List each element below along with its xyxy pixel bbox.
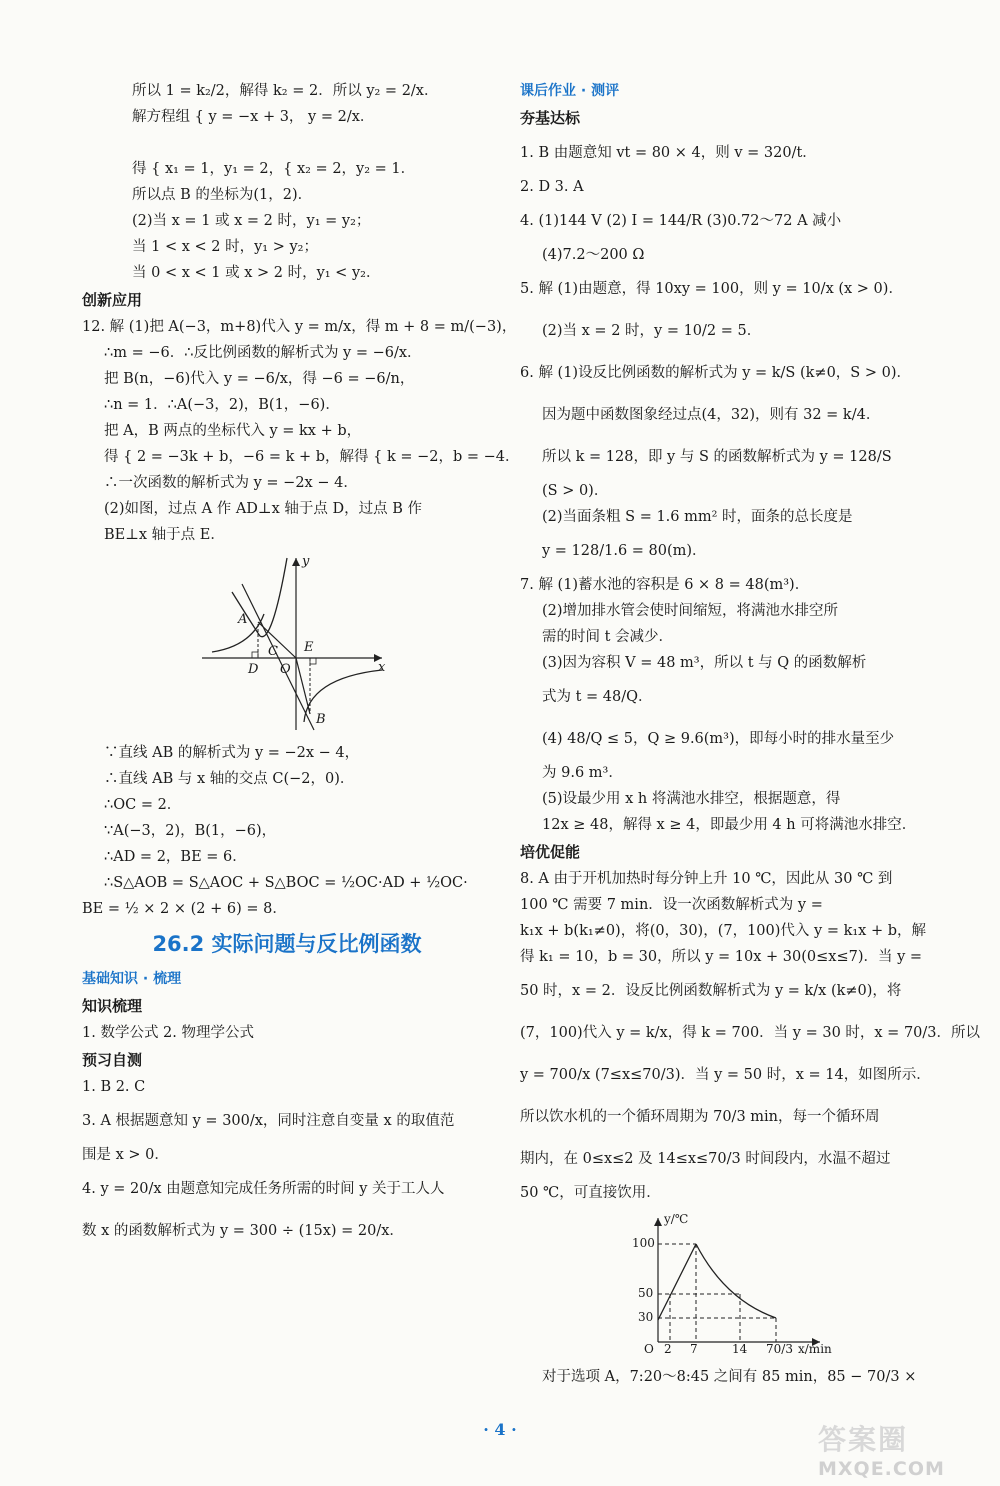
answer-line: (S > 0)． (542, 483, 609, 499)
answer-line: BE = ½ × 2 × (2 + 6) = 8． (82, 901, 287, 917)
answer-line: 得 k₁ = 10，b = 30，所以 y = 10x + 30(0≤x≤7)．当 y = (520, 949, 923, 965)
figure2-label-xlabel: x/min (798, 1342, 832, 1356)
answer-line: (2)增加排水管会使时间缩短，将满池水排空所 (542, 603, 839, 619)
temperature-figure (520, 1210, 940, 1360)
answer-line: (3)因为容积 V = 48 m³，所以 t 与 Q 的函数解析 (542, 655, 867, 671)
answer-line: 所以点 B 的坐标为(1，2)． (132, 187, 313, 203)
answer-line: 当 1 < x < 2 时，y₁ > y₂； (132, 239, 318, 255)
preview-line: 数 x 的函数解析式为 y = 300 ÷ (15x) = 20/x． (82, 1223, 404, 1239)
sub-heading-preview: 预习自测 (82, 1051, 143, 1069)
section-heading-basic: 基础知识 · 梳理 (82, 971, 182, 987)
answer-line: 12. 解 (1)把 A(−3，m+8)代入 y = m/x，得 m + 8 = m/(−3)， (82, 319, 517, 335)
answer-line: 2. D 3. A (520, 179, 584, 195)
answer-line: (2)当面条粗 S = 1.6 mm² 时，面条的总长度是 (542, 509, 853, 525)
watermark-url: MXQE.COM (818, 1458, 945, 1480)
chapter-title: 26.2 实际问题与反比例函数 (152, 932, 422, 956)
answer-line: ∴n = 1．∴A(−3，2)，B(1，−6)． (104, 397, 340, 413)
answer-line: (7，100)代入 y = k/x，得 k = 700．当 y = 30 时，x = 70/3．所以 (520, 1025, 981, 1041)
answer-line: (2)当 x = 2 时，y = 10/2 = 5． (542, 323, 762, 339)
answer-line: 5. 解 (1)由题意，得 10xy = 100，则 y = 10/x (x > 0)． (520, 281, 903, 297)
watermark-brand: 答案圈 (818, 1423, 909, 1456)
preview-line: 4. y = 20/x 由题意知完成任务所需的时间 y 关于工人人 (82, 1181, 445, 1197)
answer-line: ∵直线 AB 的解析式为 y = −2x − 4， (104, 745, 360, 761)
answer-line: 期内，在 0≤x≤2 及 14≤x≤70/3 时间段内，水温不超过 (520, 1151, 891, 1167)
answer-line: 6. 解 (1)设反比例函数的解析式为 y = k/S (k≠0，S > 0)． (520, 365, 911, 381)
figure-label-A: A (238, 612, 248, 627)
answer-line: y = 128/1.6 = 80(m)． (542, 543, 707, 559)
answer-line: 为 9.6 m³． (542, 765, 623, 781)
answer-line: 得 { 2 = −3k + b，−6 = k + b，解得 { k = −2，b = −4． (104, 449, 520, 465)
answer-line: (2)当 x = 1 或 x = 2 时，y₁ = y₂； (132, 213, 371, 229)
answer-line: 所以饮水机的一个循环周期为 70/3 min，每一个循环周 (520, 1109, 880, 1125)
answer-line: 得 { x₁ = 1，y₁ = 2，{ x₂ = 2，y₂ = 1． (132, 161, 416, 177)
figure2-label-x703: 70/3 (766, 1342, 793, 1356)
answer-line: k₁x + b(k₁≠0)，将(0，30)，(7，100)代入 y = k₁x + b，解 (520, 923, 927, 939)
figure2-label-y50: 50 (638, 1286, 654, 1300)
page-number: · 4 · (483, 1420, 517, 1439)
answer-line: ∴m = −6．∴反比例函数的解析式为 y = −6/x． (104, 345, 422, 361)
figure2-label-ylabel: y/℃ (664, 1212, 689, 1226)
section-heading-homework: 课后作业 · 测评 (520, 83, 620, 99)
figure2-label-x2: 2 (664, 1342, 672, 1356)
answer-line: y = 700/x (7≤x≤70/3)．当 y = 50 时，x = 14，如图所示． (520, 1067, 931, 1083)
hyperbola-graph-svg (82, 552, 492, 732)
answer-line (82, 130, 492, 156)
answer-line: ∴AD = 2，BE = 6． (104, 849, 247, 865)
answer-line: ∴一次函数的解析式为 y = −2x − 4． (104, 475, 358, 491)
preview-line: 围是 x > 0． (82, 1147, 169, 1163)
answer-line-last: 对于选项 A，7:20～8:45 之间有 85 min，85 − 70/3 × (542, 1369, 917, 1385)
answer-line: 所以 k = 128，即 y 与 S 的函数解析式为 y = 128/S (542, 449, 892, 465)
answer-line: (4)7.2～200 Ω (542, 247, 645, 263)
preview-line: 1. B 2. C (82, 1079, 146, 1095)
answer-line: 8. A 由于开机加热时每分钟上升 10 ℃，因此从 30 ℃ 到 (520, 871, 893, 887)
answer-line: (2)如图，过点 A 作 AD⊥x 轴于点 D，过点 B 作 (104, 501, 422, 517)
answer-line: 100 ℃ 需要 7 min．设一次函数解析式为 y = (520, 897, 823, 913)
answer-line: 12x ≥ 48，解得 x ≥ 4，即最少用 4 h 可将满池水排空． (542, 817, 917, 833)
figure-label-O: O (280, 662, 291, 677)
section-heading: 创新应用 (82, 291, 143, 309)
watermark (818, 1418, 945, 1480)
answer-line: ∴S△AOB = S△AOC + S△BOC = ½OC·AD + ½OC· (104, 875, 468, 891)
sub-heading-advanced: 培优促能 (520, 843, 581, 861)
figure2-label-y100: 100 (632, 1236, 655, 1250)
answer-line: 1. B 由题意知 vt = 80 × 4，则 v = 320/t． (520, 145, 817, 161)
left-column (82, 78, 520, 1252)
figure-label-C: C (268, 644, 278, 659)
answer-line: 所以 1 = k₂/2，解得 k₂ = 2．所以 y₂ = 2/x． (132, 83, 439, 99)
sub-heading-basic: 夯基达标 (520, 109, 581, 127)
answer-line: BE⊥x 轴于点 E． (104, 527, 225, 543)
figure-label-D: D (248, 662, 259, 677)
answer-line: 解方程组 { y = −x + 3， y = 2/x． (132, 109, 375, 125)
figure2-label-x14: 14 (732, 1342, 748, 1356)
hyperbola-figure (82, 552, 492, 736)
preview-line: 3. A 根据题意知 y = 300/x，同时注意自变量 x 的取值范 (82, 1113, 455, 1129)
answer-line: 把 B(n，−6)代入 y = −6/x，得 −6 = −6/n， (104, 371, 415, 387)
figure-label-B: B (316, 712, 326, 727)
answer-line: 因为题中函数图象经过点(4，32)，则有 32 = k/4． (542, 407, 881, 423)
answer-line: 当 0 < x < 1 或 x > 2 时，y₁ < y₂． (132, 265, 381, 281)
answer-line: 需的时间 t 会减少． (542, 629, 674, 645)
answer-line: ∴直线 AB 与 x 轴的交点 C(−2，0)． (104, 771, 355, 787)
figure2-label-y30: 30 (638, 1310, 654, 1324)
figure-label-x: x (378, 660, 386, 675)
answer-line: ∴OC = 2． (104, 797, 182, 813)
answer-line: 4. (1)144 V (2) I = 144/R (3)0.72～72 A 减小 (520, 213, 842, 229)
answer-line: ∵A(−3，2)，B(1，−6)， (104, 823, 277, 839)
knowledge-line: 1. 数学公式 2. 物理学公式 (82, 1025, 254, 1041)
figure2-label-origin: O (644, 1342, 654, 1356)
answer-line: (5)设最少用 x h 将满池水排空，根据题意，得 (542, 791, 841, 807)
answer-line: 式为 t = 48/Q． (542, 689, 653, 705)
answer-line: 50 时，x = 2．设反比例函数解析式为 y = k/x (k≠0)，将 (520, 983, 902, 999)
answer-line: 7. 解 (1)蓄水池的容积是 6 × 8 = 48(m³)． (520, 577, 810, 593)
right-column (520, 78, 981, 1390)
answer-line: (4) 48/Q ≤ 5，Q ≥ 9.6(m³)，即每小时的排水量至少 (542, 731, 895, 747)
temperature-graph-svg (520, 1210, 940, 1360)
figure-label-E: E (304, 640, 314, 655)
sub-heading-knowledge: 知识梳理 (82, 997, 143, 1015)
figure2-label-x7: 7 (690, 1342, 698, 1356)
figure-label-y: y (302, 554, 310, 569)
answer-line: 把 A，B 两点的坐标代入 y = kx + b， (104, 423, 362, 439)
answer-line: 50 ℃，可直接饮用． (520, 1185, 661, 1201)
